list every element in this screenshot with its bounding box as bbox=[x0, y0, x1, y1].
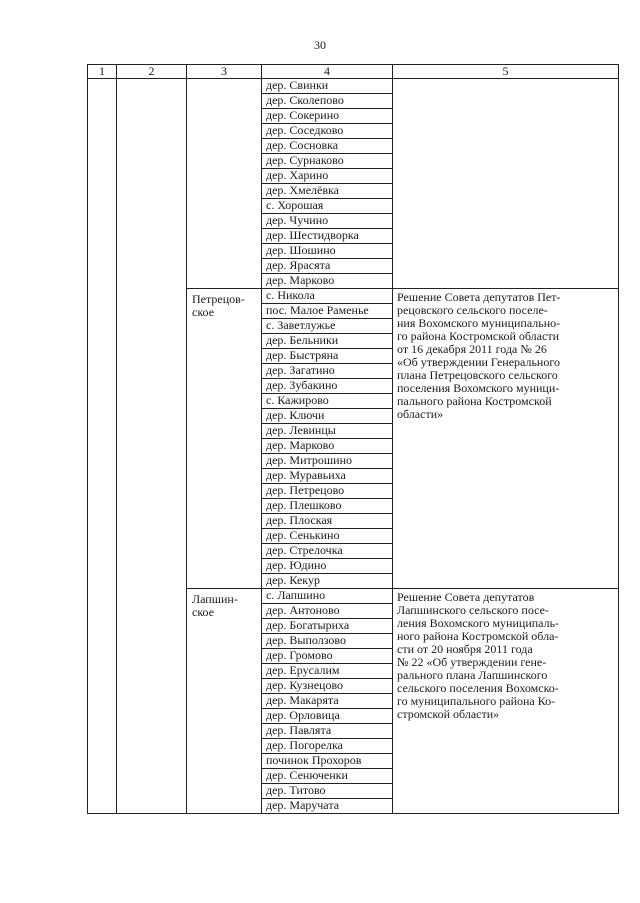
locality-name: дер. Марково bbox=[262, 274, 393, 289]
locality-name: дер. Кузнецово bbox=[262, 679, 393, 694]
column-header-row bbox=[88, 65, 619, 79]
locality-name: дер. Плешково bbox=[262, 499, 393, 514]
locality-name: дер. Сенькино bbox=[262, 529, 393, 544]
settlement-name: Петрецов- ское bbox=[187, 289, 262, 589]
locality-name: дер. Харино bbox=[262, 169, 393, 184]
locality-name: с. Заветлужье bbox=[262, 319, 393, 334]
column-header: 1 bbox=[88, 65, 117, 79]
locality-name: дер. Соседково bbox=[262, 124, 393, 139]
settlements-table bbox=[87, 64, 619, 814]
locality-name: пос. Малое Раменье bbox=[262, 304, 393, 319]
locality-name: с. Хорошая bbox=[262, 199, 393, 214]
locality-name: дер. Громово bbox=[262, 649, 393, 664]
locality-name: дер. Титово bbox=[262, 784, 393, 799]
locality-name: дер. Марково bbox=[262, 439, 393, 454]
council-decision: Решение Совета депутатов Пет- рецовского сельского поселе- ния Вохомского муниципально- го района Костромской области от 16 декабря 2011 года № 26 «Об утверждении Генерального плана Петрецовского сельского поселения Вохомского муници- пального района Костромской области» bbox=[393, 289, 619, 589]
locality-name: дер. Макарята bbox=[262, 694, 393, 709]
page-number: 30 bbox=[314, 38, 326, 52]
locality-name: дер. Ерусалим bbox=[262, 664, 393, 679]
locality-name: дер. Сосновка bbox=[262, 139, 393, 154]
locality-name: дер. Бельники bbox=[262, 334, 393, 349]
locality-name: дер. Сурнаково bbox=[262, 154, 393, 169]
locality-name: дер. Ярасята bbox=[262, 259, 393, 274]
locality-name: дер. Павлята bbox=[262, 724, 393, 739]
column-header: 3 bbox=[187, 65, 262, 79]
locality-name: дер. Погорелка bbox=[262, 739, 393, 754]
locality-name: дер. Сколепово bbox=[262, 94, 393, 109]
locality-name: дер. Сокерино bbox=[262, 109, 393, 124]
locality-name: дер. Плоская bbox=[262, 514, 393, 529]
locality-name: дер. Выползово bbox=[262, 634, 393, 649]
council-decision bbox=[393, 79, 619, 289]
column-header: 4 bbox=[262, 65, 393, 79]
locality-name: дер. Загатино bbox=[262, 364, 393, 379]
locality-name: дер. Ключи bbox=[262, 409, 393, 424]
locality-name: дер. Стрелочка bbox=[262, 544, 393, 559]
locality-name: дер. Шестидворка bbox=[262, 229, 393, 244]
locality-name: дер. Быстряна bbox=[262, 349, 393, 364]
locality-name: дер. Кекур bbox=[262, 574, 393, 589]
locality-name: дер. Богатыриха bbox=[262, 619, 393, 634]
council-decision: Решение Совета депутатов Лапшинского сельского посе- ления Вохомского муниципаль- ного района Костромской обла- сти от 20 ноября 2011 года № 22 «Об утверждении гене- рального плана Лапшинского сельского поселения Вохомско- го муниципального района Ко- стромской области» bbox=[393, 589, 619, 814]
locality-name: дер. Орловица bbox=[262, 709, 393, 724]
locality-name: дер. Юдино bbox=[262, 559, 393, 574]
locality-name: дер. Хмелёвка bbox=[262, 184, 393, 199]
locality-name: дер. Митрошино bbox=[262, 454, 393, 469]
locality-name: дер. Петрецово bbox=[262, 484, 393, 499]
locality-name: с. Лапшино bbox=[262, 589, 393, 604]
locality-name: дер. Свинки bbox=[262, 79, 393, 94]
locality-name: дер. Муравьиха bbox=[262, 469, 393, 484]
settlement-name: Лапшин- ское bbox=[187, 589, 262, 814]
locality-name: дер. Маручата bbox=[262, 799, 393, 814]
number-cell bbox=[88, 79, 117, 814]
locality-name: дер. Антоново bbox=[262, 604, 393, 619]
table-row bbox=[88, 79, 619, 94]
column-header: 2 bbox=[117, 65, 187, 79]
locality-name: дер. Левинцы bbox=[262, 424, 393, 439]
locality-name: с. Кажирово bbox=[262, 394, 393, 409]
locality-name: дер. Сенюченки bbox=[262, 769, 393, 784]
district-cell bbox=[117, 79, 187, 814]
column-header: 5 bbox=[393, 65, 619, 79]
locality-name: дер. Шошино bbox=[262, 244, 393, 259]
locality-name: починок Прохоров bbox=[262, 754, 393, 769]
locality-name: дер. Зубакино bbox=[262, 379, 393, 394]
locality-name: с. Никола bbox=[262, 289, 393, 304]
locality-name: дер. Чучино bbox=[262, 214, 393, 229]
settlement-name bbox=[187, 79, 262, 289]
